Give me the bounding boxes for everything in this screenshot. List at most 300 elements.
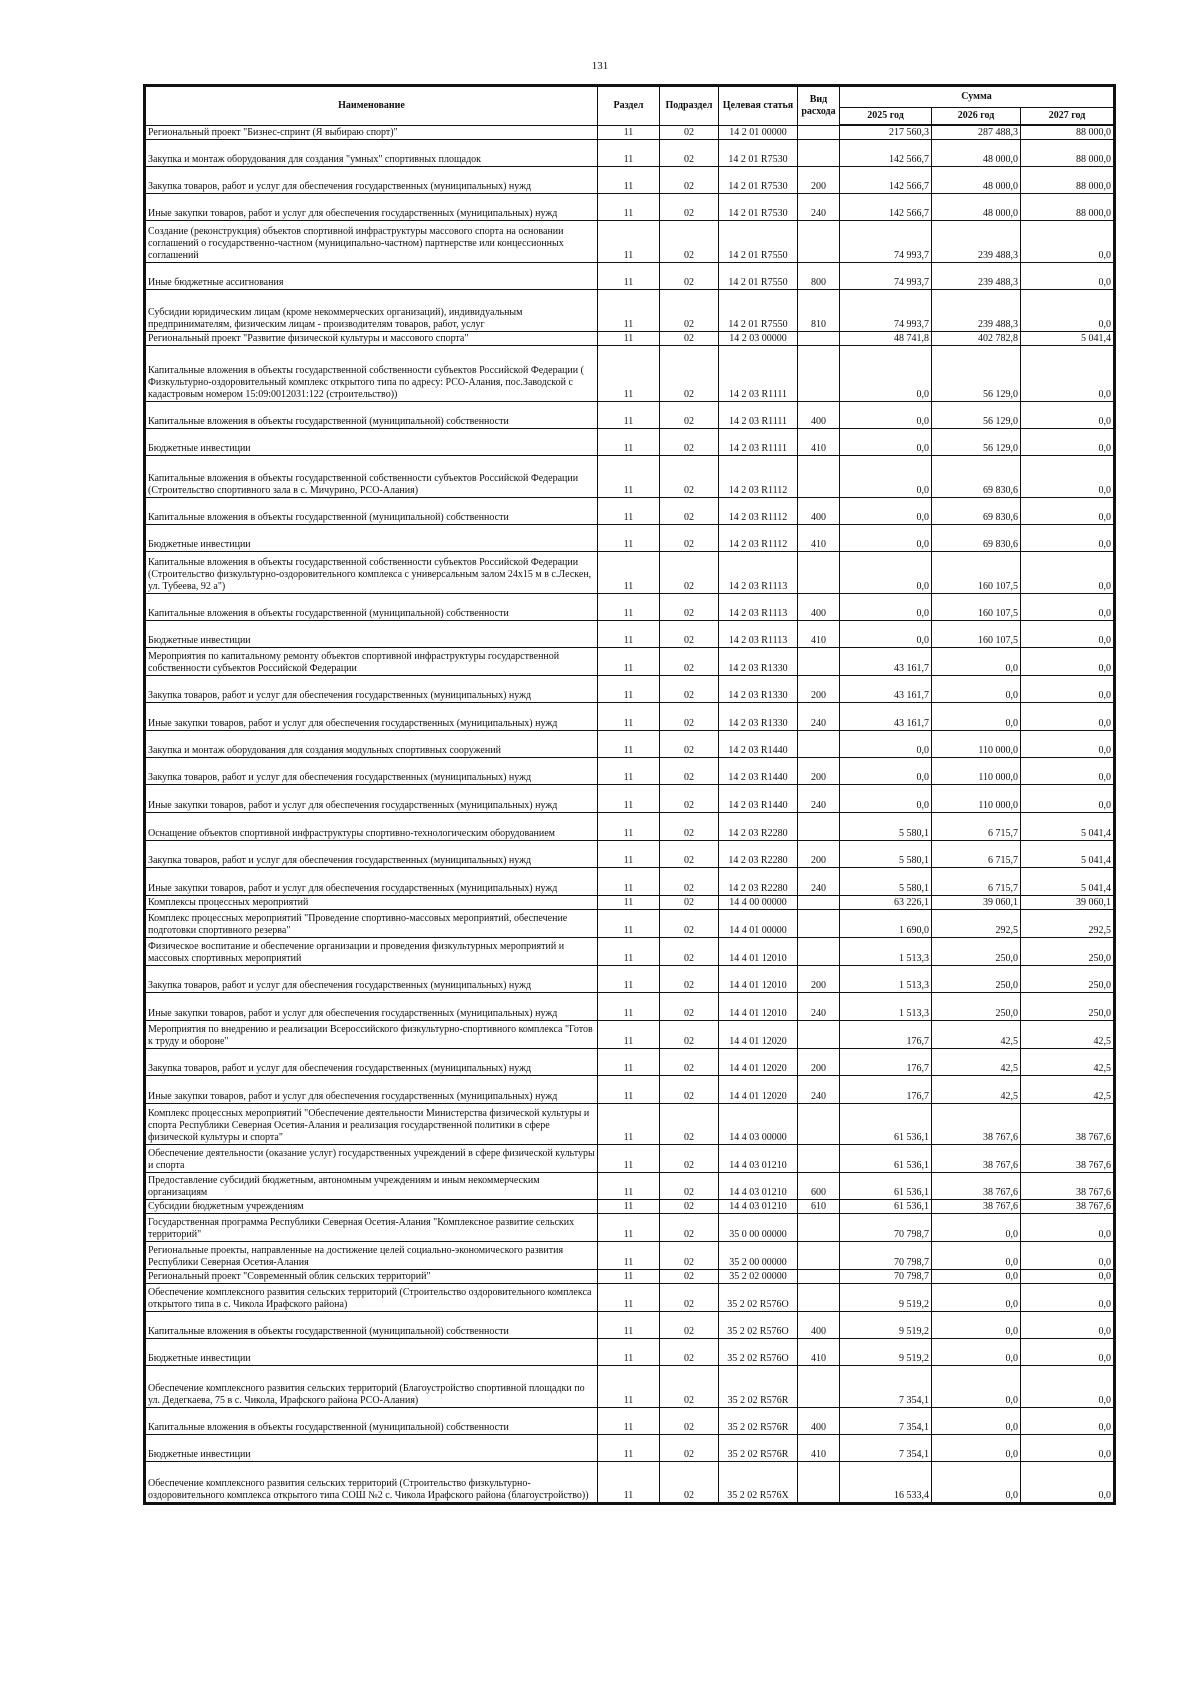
table-row (146, 1199, 1114, 1213)
cell-sum-2027: 250,0 (1021, 965, 1114, 992)
cell-section: 11 (598, 702, 660, 730)
cell-expense-type (798, 551, 840, 593)
cell-subsection: 02 (660, 345, 719, 401)
cell-target-article: 14 2 03 R2280 (719, 840, 798, 867)
cell-sum-2026: 239 488,3 (932, 220, 1021, 262)
cell-expense-type (798, 1269, 840, 1283)
cell-expense-type: 200 (798, 166, 840, 193)
cell-subsection: 02 (660, 1461, 719, 1502)
cell-target-article: 35 2 02 R576O (719, 1338, 798, 1365)
cell-target-article: 14 4 01 12010 (719, 965, 798, 992)
cell-sum-2025: 142 566,7 (840, 193, 932, 220)
cell-name: Закупка товаров, работ и услуг для обеспечения государственных (муниципальных) нужд (146, 965, 598, 992)
cell-target-article: 14 4 03 00000 (719, 1103, 798, 1144)
cell-section: 11 (598, 867, 660, 895)
cell-subsection: 02 (660, 784, 719, 812)
cell-expense-type: 410 (798, 620, 840, 647)
table-row (146, 331, 1114, 345)
cell-sum-2025: 5 580,1 (840, 867, 932, 895)
cell-sum-2025: 7 354,1 (840, 1365, 932, 1407)
cell-sum-2025: 1 513,3 (840, 965, 932, 992)
cell-subsection: 02 (660, 757, 719, 784)
table-row (146, 730, 1114, 757)
table-row (146, 620, 1114, 647)
table-row (146, 428, 1114, 455)
cell-sum-2026: 110 000,0 (932, 730, 1021, 757)
cell-section: 11 (598, 730, 660, 757)
cell-sum-2026: 42,5 (932, 1020, 1021, 1048)
cell-sum-2026: 56 129,0 (932, 345, 1021, 401)
cell-sum-2025: 16 533,4 (840, 1461, 932, 1502)
cell-sum-2025: 63 226,1 (840, 895, 932, 909)
cell-section: 11 (598, 345, 660, 401)
cell-sum-2026: 0,0 (932, 1241, 1021, 1269)
cell-target-article: 14 2 03 R1440 (719, 730, 798, 757)
header-subsection: Подраздел (660, 87, 719, 126)
header-year-2025: 2025 год (840, 108, 932, 126)
cell-name: Субсидии юридическим лицам (кроме некоммерческих организаций), индивидуальным предпринимателям, физическим лицам - производителям товаров, работ, услуг (146, 289, 598, 331)
cell-sum-2027: 0,0 (1021, 730, 1114, 757)
cell-name: Капитальные вложения в объекты государственной собственности субъектов Российской Федерации ( Физкультурно-оздоровительный комплекс открытого типа по адресу: РСО-Алания, пос.Заводской с кадастровым номером 15:09:0012031:122 (строительство)) (146, 345, 598, 401)
cell-target-article: 14 2 03 R1111 (719, 345, 798, 401)
cell-sum-2025: 0,0 (840, 345, 932, 401)
cell-expense-type (798, 1365, 840, 1407)
cell-sum-2027: 0,0 (1021, 1311, 1114, 1338)
cell-section: 11 (598, 593, 660, 620)
cell-section: 11 (598, 125, 660, 139)
cell-target-article: 35 2 02 R576R (719, 1407, 798, 1434)
cell-subsection: 02 (660, 867, 719, 895)
cell-subsection: 02 (660, 166, 719, 193)
cell-section: 11 (598, 757, 660, 784)
cell-expense-type (798, 730, 840, 757)
cell-sum-2027: 0,0 (1021, 1434, 1114, 1461)
cell-subsection: 02 (660, 125, 719, 139)
cell-subsection: 02 (660, 455, 719, 497)
cell-section: 11 (598, 524, 660, 551)
cell-subsection: 02 (660, 593, 719, 620)
cell-section: 11 (598, 675, 660, 702)
cell-name: Обеспечение комплексного развития сельских территорий (Строительство оздоровительного комплекса открытого типа в с. Чикола Ирафского района) (146, 1283, 598, 1311)
cell-target-article: 14 2 01 R7550 (719, 289, 798, 331)
header-section: Раздел (598, 87, 660, 126)
cell-sum-2025: 1 690,0 (840, 909, 932, 937)
cell-subsection: 02 (660, 551, 719, 593)
cell-name: Бюджетные инвестиции (146, 620, 598, 647)
cell-target-article: 14 2 03 00000 (719, 331, 798, 345)
cell-expense-type (798, 909, 840, 937)
cell-target-article: 35 0 00 00000 (719, 1213, 798, 1241)
cell-expense-type (798, 812, 840, 840)
cell-section: 11 (598, 551, 660, 593)
cell-section: 11 (598, 139, 660, 166)
cell-target-article: 14 2 03 R2280 (719, 812, 798, 840)
cell-expense-type: 400 (798, 1311, 840, 1338)
cell-subsection: 02 (660, 1269, 719, 1283)
cell-expense-type: 240 (798, 702, 840, 730)
cell-expense-type (798, 1213, 840, 1241)
cell-section: 11 (598, 331, 660, 345)
cell-target-article: 14 2 01 R7550 (719, 262, 798, 289)
cell-sum-2026: 48 000,0 (932, 193, 1021, 220)
cell-sum-2025: 70 798,7 (840, 1213, 932, 1241)
cell-section: 11 (598, 1213, 660, 1241)
cell-sum-2027: 88 000,0 (1021, 166, 1114, 193)
cell-sum-2027: 0,0 (1021, 1365, 1114, 1407)
cell-sum-2026: 38 767,6 (932, 1172, 1021, 1199)
cell-target-article: 14 4 01 00000 (719, 909, 798, 937)
cell-expense-type: 800 (798, 262, 840, 289)
cell-target-article: 14 2 03 R1440 (719, 757, 798, 784)
table-row (146, 193, 1114, 220)
table-row (146, 840, 1114, 867)
cell-target-article: 14 2 01 R7550 (719, 220, 798, 262)
cell-sum-2025: 0,0 (840, 524, 932, 551)
cell-sum-2025: 43 161,7 (840, 647, 932, 675)
cell-section: 11 (598, 401, 660, 428)
cell-section: 11 (598, 262, 660, 289)
cell-section: 11 (598, 1311, 660, 1338)
table-row (146, 937, 1114, 965)
cell-sum-2027: 38 767,6 (1021, 1144, 1114, 1172)
cell-subsection: 02 (660, 193, 719, 220)
cell-expense-type: 200 (798, 1048, 840, 1075)
cell-name: Иные закупки товаров, работ и услуг для обеспечения государственных (муниципальных) нужд (146, 1075, 598, 1103)
cell-sum-2027: 0,0 (1021, 675, 1114, 702)
cell-sum-2026: 69 830,6 (932, 455, 1021, 497)
cell-sum-2025: 0,0 (840, 784, 932, 812)
cell-sum-2026: 292,5 (932, 909, 1021, 937)
cell-name: Бюджетные инвестиции (146, 524, 598, 551)
cell-sum-2027: 0,0 (1021, 497, 1114, 524)
cell-sum-2026: 239 488,3 (932, 262, 1021, 289)
cell-target-article: 14 4 03 01210 (719, 1199, 798, 1213)
cell-expense-type (798, 1144, 840, 1172)
cell-expense-type (798, 1283, 840, 1311)
table-row (146, 675, 1114, 702)
cell-name: Иные закупки товаров, работ и услуг для обеспечения государственных (муниципальных) нужд (146, 784, 598, 812)
cell-sum-2027: 0,0 (1021, 1283, 1114, 1311)
cell-sum-2026: 250,0 (932, 937, 1021, 965)
cell-subsection: 02 (660, 497, 719, 524)
cell-section: 11 (598, 937, 660, 965)
cell-expense-type: 410 (798, 1434, 840, 1461)
cell-target-article: 35 2 02 R576R (719, 1434, 798, 1461)
cell-sum-2025: 9 519,2 (840, 1338, 932, 1365)
cell-sum-2025: 70 798,7 (840, 1241, 932, 1269)
cell-sum-2025: 5 580,1 (840, 840, 932, 867)
cell-sum-2026: 110 000,0 (932, 784, 1021, 812)
cell-sum-2025: 142 566,7 (840, 139, 932, 166)
cell-expense-type (798, 937, 840, 965)
cell-section: 11 (598, 647, 660, 675)
cell-subsection: 02 (660, 1213, 719, 1241)
cell-target-article: 14 2 03 R1330 (719, 647, 798, 675)
cell-target-article: 14 2 03 R1113 (719, 593, 798, 620)
table-row (146, 1020, 1114, 1048)
cell-expense-type (798, 1103, 840, 1144)
cell-sum-2026: 0,0 (932, 1213, 1021, 1241)
budget-table (145, 86, 1114, 1503)
cell-sum-2027: 0,0 (1021, 593, 1114, 620)
table-row (146, 867, 1114, 895)
cell-sum-2025: 176,7 (840, 1075, 932, 1103)
cell-target-article: 14 2 03 R1112 (719, 497, 798, 524)
cell-target-article: 14 2 01 R7530 (719, 166, 798, 193)
cell-sum-2026: 250,0 (932, 965, 1021, 992)
cell-sum-2026: 6 715,7 (932, 812, 1021, 840)
cell-target-article: 14 4 03 01210 (719, 1144, 798, 1172)
cell-sum-2027: 0,0 (1021, 455, 1114, 497)
cell-name: Капитальные вложения в объекты государственной собственности субъектов Российской Федерации (Строительство спортивного зала в с. Мичурино, РСО-Алания) (146, 455, 598, 497)
cell-sum-2027: 0,0 (1021, 1269, 1114, 1283)
cell-section: 11 (598, 220, 660, 262)
cell-name: Государственная программа Республики Северная Осетия-Алания "Комплексное развитие сельских территорий" (146, 1213, 598, 1241)
cell-sum-2027: 38 767,6 (1021, 1199, 1114, 1213)
cell-expense-type (798, 139, 840, 166)
cell-section: 11 (598, 895, 660, 909)
cell-subsection: 02 (660, 1172, 719, 1199)
cell-sum-2027: 0,0 (1021, 428, 1114, 455)
cell-sum-2025: 142 566,7 (840, 166, 932, 193)
cell-sum-2025: 1 513,3 (840, 937, 932, 965)
cell-target-article: 14 2 03 R1330 (719, 675, 798, 702)
cell-target-article: 14 2 03 R1440 (719, 784, 798, 812)
cell-expense-type: 610 (798, 1199, 840, 1213)
table-row (146, 1407, 1114, 1434)
cell-target-article: 14 4 03 01210 (719, 1172, 798, 1199)
cell-section: 11 (598, 289, 660, 331)
cell-sum-2025: 176,7 (840, 1020, 932, 1048)
cell-sum-2026: 402 782,8 (932, 331, 1021, 345)
cell-subsection: 02 (660, 992, 719, 1020)
cell-target-article: 14 2 03 R1113 (719, 551, 798, 593)
table-row (146, 524, 1114, 551)
cell-subsection: 02 (660, 702, 719, 730)
table-row (146, 702, 1114, 730)
cell-subsection: 02 (660, 1020, 719, 1048)
cell-section: 11 (598, 1199, 660, 1213)
cell-subsection: 02 (660, 1199, 719, 1213)
cell-sum-2027: 0,0 (1021, 702, 1114, 730)
cell-section: 11 (598, 1020, 660, 1048)
cell-sum-2027: 88 000,0 (1021, 139, 1114, 166)
cell-subsection: 02 (660, 1075, 719, 1103)
cell-section: 11 (598, 1144, 660, 1172)
header-year-2027: 2027 год (1021, 108, 1114, 126)
table-row (146, 289, 1114, 331)
cell-target-article: 14 4 01 12020 (719, 1020, 798, 1048)
cell-sum-2027: 5 041,4 (1021, 331, 1114, 345)
cell-target-article: 14 2 03 R1111 (719, 401, 798, 428)
cell-subsection: 02 (660, 675, 719, 702)
cell-section: 11 (598, 812, 660, 840)
table-row (146, 992, 1114, 1020)
cell-section: 11 (598, 992, 660, 1020)
cell-sum-2027: 5 041,4 (1021, 840, 1114, 867)
cell-sum-2025: 7 354,1 (840, 1407, 932, 1434)
cell-subsection: 02 (660, 730, 719, 757)
cell-sum-2026: 56 129,0 (932, 401, 1021, 428)
cell-sum-2025: 176,7 (840, 1048, 932, 1075)
cell-sum-2025: 0,0 (840, 757, 932, 784)
cell-sum-2026: 6 715,7 (932, 867, 1021, 895)
cell-subsection: 02 (660, 1283, 719, 1311)
cell-expense-type: 240 (798, 867, 840, 895)
cell-subsection: 02 (660, 937, 719, 965)
cell-target-article: 14 4 01 12010 (719, 937, 798, 965)
table-row (146, 895, 1114, 909)
cell-sum-2025: 43 161,7 (840, 675, 932, 702)
cell-name: Предоставление субсидий бюджетным, автономным учреждениям и иным некоммерческим организациям (146, 1172, 598, 1199)
cell-sum-2025: 0,0 (840, 428, 932, 455)
cell-sum-2027: 0,0 (1021, 647, 1114, 675)
cell-sum-2026: 250,0 (932, 992, 1021, 1020)
cell-sum-2027: 38 767,6 (1021, 1172, 1114, 1199)
cell-expense-type (798, 1241, 840, 1269)
cell-sum-2027: 0,0 (1021, 401, 1114, 428)
cell-sum-2025: 0,0 (840, 730, 932, 757)
cell-sum-2025: 217 560,3 (840, 125, 932, 139)
header-expense-type: Вид расхода (798, 87, 840, 126)
cell-sum-2025: 74 993,7 (840, 220, 932, 262)
cell-sum-2026: 0,0 (932, 1407, 1021, 1434)
cell-sum-2025: 5 580,1 (840, 812, 932, 840)
cell-name: Иные закупки товаров, работ и услуг для обеспечения государственных (муниципальных) нужд (146, 867, 598, 895)
cell-sum-2026: 56 129,0 (932, 428, 1021, 455)
cell-name: Создание (реконструкция) объектов спортивной инфраструктуры массового спорта на основании соглашений о государственно-частном (муниципально-частном) партнерстве или концессионных соглашений (146, 220, 598, 262)
cell-sum-2025: 1 513,3 (840, 992, 932, 1020)
cell-sum-2025: 70 798,7 (840, 1269, 932, 1283)
cell-sum-2025: 9 519,2 (840, 1283, 932, 1311)
cell-subsection: 02 (660, 1048, 719, 1075)
cell-sum-2026: 287 488,3 (932, 125, 1021, 139)
cell-expense-type (798, 220, 840, 262)
cell-subsection: 02 (660, 965, 719, 992)
cell-sum-2027: 250,0 (1021, 937, 1114, 965)
cell-target-article: 35 2 00 00000 (719, 1241, 798, 1269)
table-row (146, 125, 1114, 139)
cell-subsection: 02 (660, 1103, 719, 1144)
cell-name: Комплексы процессных мероприятий (146, 895, 598, 909)
cell-expense-type: 200 (798, 675, 840, 702)
cell-sum-2025: 61 536,1 (840, 1199, 932, 1213)
cell-name: Мероприятия по внедрению и реализации Всероссийского физкультурно-спортивного комплекса "Готов к труду и обороне" (146, 1020, 598, 1048)
cell-name: Мероприятия по капитальному ремонту объектов спортивной инфраструктуры государственной собственности субъектов Российской Федерации (146, 647, 598, 675)
cell-section: 11 (598, 1434, 660, 1461)
cell-subsection: 02 (660, 1338, 719, 1365)
cell-sum-2027: 0,0 (1021, 1407, 1114, 1434)
cell-name: Региональный проект "Современный облик сельских территорий" (146, 1269, 598, 1283)
cell-sum-2027: 39 060,1 (1021, 895, 1114, 909)
table-row (146, 1048, 1114, 1075)
cell-sum-2026: 42,5 (932, 1048, 1021, 1075)
table-row (146, 965, 1114, 992)
cell-subsection: 02 (660, 1241, 719, 1269)
cell-sum-2026: 69 830,6 (932, 524, 1021, 551)
cell-subsection: 02 (660, 220, 719, 262)
table-row (146, 401, 1114, 428)
cell-expense-type (798, 1020, 840, 1048)
cell-expense-type: 240 (798, 784, 840, 812)
table-row (146, 1338, 1114, 1365)
cell-subsection: 02 (660, 1434, 719, 1461)
cell-subsection: 02 (660, 289, 719, 331)
cell-sum-2025: 0,0 (840, 455, 932, 497)
cell-sum-2027: 292,5 (1021, 909, 1114, 937)
cell-sum-2025: 74 993,7 (840, 289, 932, 331)
cell-sum-2027: 42,5 (1021, 1048, 1114, 1075)
cell-target-article: 14 2 01 00000 (719, 125, 798, 139)
table-row (146, 1172, 1114, 1199)
cell-sum-2026: 160 107,5 (932, 593, 1021, 620)
cell-sum-2026: 0,0 (932, 1434, 1021, 1461)
cell-section: 11 (598, 909, 660, 937)
cell-target-article: 14 4 01 12020 (719, 1048, 798, 1075)
cell-name: Комплекс процессных мероприятий "Проведение спортивно-массовых мероприятий, обеспечение подготовки спортивного резерва" (146, 909, 598, 937)
cell-name: Закупка и монтаж оборудования для создания "умных" спортивных площадок (146, 139, 598, 166)
cell-sum-2027: 0,0 (1021, 220, 1114, 262)
cell-expense-type (798, 895, 840, 909)
cell-subsection: 02 (660, 909, 719, 937)
table-row (146, 647, 1114, 675)
cell-sum-2025: 74 993,7 (840, 262, 932, 289)
cell-expense-type: 240 (798, 992, 840, 1020)
cell-section: 11 (598, 1365, 660, 1407)
cell-sum-2027: 0,0 (1021, 289, 1114, 331)
cell-sum-2026: 38 767,6 (932, 1199, 1021, 1213)
table-row (146, 455, 1114, 497)
cell-name: Закупка и монтаж оборудования для создания модульных спортивных сооружений (146, 730, 598, 757)
cell-expense-type (798, 647, 840, 675)
cell-expense-type: 400 (798, 593, 840, 620)
cell-sum-2026: 42,5 (932, 1075, 1021, 1103)
cell-expense-type: 410 (798, 524, 840, 551)
cell-name: Обеспечение деятельности (оказание услуг) государственных учреждений в сфере физической культуры и спорта (146, 1144, 598, 1172)
cell-name: Обеспечение комплексного развития сельских территорий (Строительство физкультурно-оздоровительного комплекса открытого типа СОШ №2 с. Чикола Ирафского района (благоустройство)) (146, 1461, 598, 1502)
cell-subsection: 02 (660, 524, 719, 551)
cell-section: 11 (598, 1269, 660, 1283)
cell-expense-type (798, 345, 840, 401)
cell-sum-2027: 0,0 (1021, 784, 1114, 812)
cell-expense-type: 200 (798, 965, 840, 992)
cell-section: 11 (598, 784, 660, 812)
cell-subsection: 02 (660, 647, 719, 675)
cell-sum-2025: 0,0 (840, 593, 932, 620)
cell-sum-2025: 43 161,7 (840, 702, 932, 730)
cell-sum-2025: 48 741,8 (840, 331, 932, 345)
cell-target-article: 14 2 03 R1330 (719, 702, 798, 730)
cell-target-article: 14 2 03 R2280 (719, 867, 798, 895)
cell-sum-2025: 7 354,1 (840, 1434, 932, 1461)
header-name: Наименование (146, 87, 598, 126)
cell-sum-2026: 48 000,0 (932, 139, 1021, 166)
cell-name: Капитальные вложения в объекты государственной (муниципальной) собственности (146, 1407, 598, 1434)
cell-sum-2027: 0,0 (1021, 1338, 1114, 1365)
cell-target-article: 35 2 02 R576X (719, 1461, 798, 1502)
table-row (146, 497, 1114, 524)
cell-sum-2026: 0,0 (932, 1283, 1021, 1311)
cell-target-article: 14 2 03 R1111 (719, 428, 798, 455)
cell-section: 11 (598, 455, 660, 497)
cell-section: 11 (598, 1241, 660, 1269)
cell-section: 11 (598, 965, 660, 992)
table-row (146, 166, 1114, 193)
cell-section: 11 (598, 1461, 660, 1502)
cell-sum-2026: 0,0 (932, 1338, 1021, 1365)
cell-target-article: 14 2 03 R1112 (719, 524, 798, 551)
cell-section: 11 (598, 428, 660, 455)
